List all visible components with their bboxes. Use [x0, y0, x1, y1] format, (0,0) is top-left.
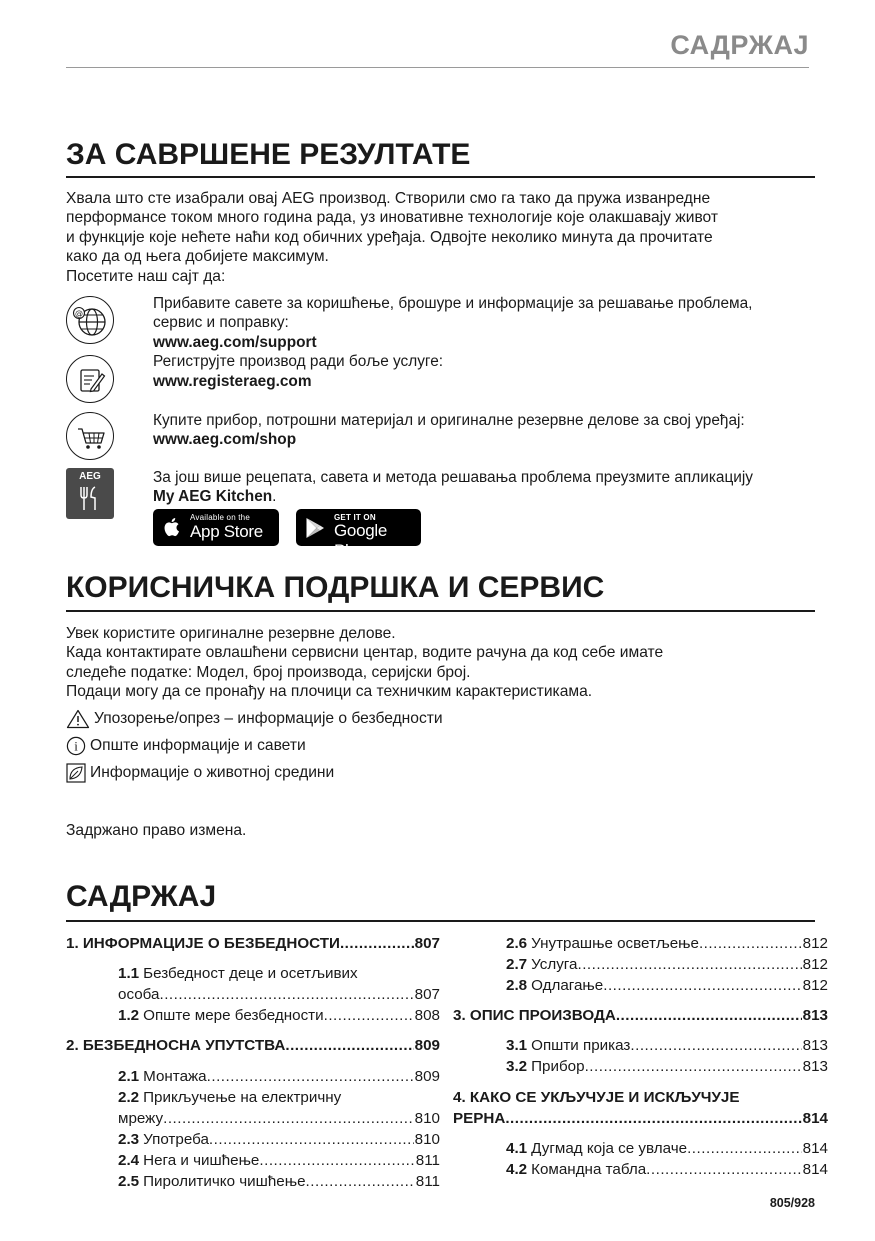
shop-link[interactable]: www.aeg.com/shop — [153, 431, 297, 449]
toc-title: 1. ИНФОРМАЦИЈЕ О БЕЗБЕДНОСТИ — [66, 935, 340, 952]
app-name-suffix: . — [272, 488, 277, 506]
globe-icon — [66, 296, 114, 344]
customer-support-rule — [66, 610, 815, 612]
toc-leader — [577, 955, 801, 975]
intro-paragraph — [66, 189, 816, 286]
support-text-line: Подаци могу да се пронађу на плочици са техничким карактеристикама. — [66, 683, 593, 701]
toc-leader — [585, 1057, 802, 1077]
toc-number: 2.8 — [506, 977, 528, 994]
app-line: За још више рецепата, савета и метода решавања проблема преузмите апликацију — [153, 469, 753, 486]
toc-title: РЕРНА — [453, 1110, 506, 1127]
toc-section-2-5[interactable] — [118, 1172, 440, 1192]
app-store-small-label: Available on the — [190, 513, 250, 522]
cutlery-icon — [78, 486, 102, 512]
toc-section-2-2-line2[interactable] — [118, 1109, 440, 1129]
intro-line: Хвала што сте изабрали овај AEG производ. Створили смо га тако да пружа изванредне — [66, 190, 711, 207]
apple-icon — [163, 516, 181, 538]
toc-chapter-4-line2[interactable] — [453, 1109, 828, 1129]
toc-title: Пиролитичко чишћење — [143, 1173, 306, 1190]
toc-number: 2.7 — [506, 956, 528, 973]
toc-leader — [630, 1036, 801, 1056]
toc-page: 811 — [415, 1152, 440, 1169]
register-icon — [66, 355, 114, 403]
toc-page: 810 — [414, 1110, 440, 1127]
toc-number: 3.2 — [506, 1058, 528, 1075]
toc-chapter-2[interactable] — [66, 1036, 440, 1056]
google-play-badge[interactable] — [296, 509, 421, 560]
page-number: 805/928 — [769, 1196, 815, 1210]
toc-page: 812 — [802, 956, 828, 973]
toc-leader — [324, 1006, 414, 1026]
toc-number: 2.3 — [118, 1131, 140, 1148]
toc-page: 810 — [414, 1131, 440, 1148]
cart-icon — [66, 412, 114, 460]
warning-icon — [66, 709, 90, 729]
toc-section-1-1-line2[interactable] — [118, 985, 440, 1005]
aeg-app-icon-label: AEG — [79, 471, 101, 482]
toc-title: Унутрашње осветљење — [531, 935, 699, 952]
shop-info — [153, 411, 823, 450]
toc-number: 2.5 — [118, 1173, 140, 1190]
toc-section-2-2-line1[interactable] — [118, 1088, 440, 1108]
toc-section-4-1[interactable] — [506, 1139, 828, 1159]
leaf-icon — [66, 763, 86, 783]
toc-number: 4.1 — [506, 1140, 528, 1157]
toc-page: 814 — [802, 1110, 828, 1127]
toc-leader — [259, 1151, 414, 1171]
toc-title: особа — [118, 986, 160, 1003]
toc-leader — [207, 1067, 414, 1087]
toc-section-2-6[interactable] — [506, 934, 828, 954]
toc-page: 813 — [802, 1058, 828, 1075]
toc-section-2-3[interactable] — [118, 1130, 440, 1150]
aeg-app-icon — [66, 468, 114, 519]
legend-warning — [66, 709, 443, 729]
toc-title: Командна табла — [531, 1161, 647, 1178]
toc-title: Монтажа — [143, 1068, 207, 1085]
toc-title: 4. КАКО СЕ УКЉУЧУЈЕ И ИСКЉУЧУЈЕ — [453, 1089, 740, 1106]
toc-number: 2.4 — [118, 1152, 140, 1169]
toc-page: 808 — [414, 1007, 440, 1024]
toc-section-2-1[interactable] — [118, 1067, 440, 1087]
toc-page: 814 — [802, 1140, 828, 1157]
toc-leader — [340, 934, 414, 954]
contents-heading: САДРЖАЈ — [66, 880, 217, 913]
toc-chapter-1[interactable] — [66, 934, 440, 954]
register-link[interactable]: www.registeraeg.com — [153, 372, 312, 390]
toc-section-2-4[interactable] — [118, 1151, 440, 1171]
running-header: САДРЖАЈ — [670, 30, 809, 60]
customer-support-heading: КОРИСНИЧКА ПОДРШКА И СЕРВИС — [66, 571, 605, 604]
toc-leader — [163, 1109, 414, 1129]
toc-page: 812 — [802, 935, 828, 952]
toc-number: 2.6 — [506, 935, 528, 952]
toc-title: 3. ОПИС ПРОИЗВОДА — [453, 1007, 616, 1024]
toc-page: 812 — [802, 977, 828, 994]
toc-number: 1.1 — [118, 965, 140, 982]
toc-number: 3.1 — [506, 1037, 528, 1054]
toc-number: 4.2 — [506, 1161, 528, 1178]
reserved-rights: Задржано право измена. — [66, 822, 247, 839]
toc-number: 2.2 — [118, 1089, 140, 1106]
toc-leader — [159, 985, 413, 1005]
intro-line: и функције које нећете наћи код обичних уређаја. Одвојте неколико минута да прочитате — [66, 228, 713, 246]
toc-page: 807 — [414, 935, 440, 952]
toc-title: Опште мере безбедности — [143, 1007, 324, 1024]
toc-section-1-1-line1[interactable] — [118, 964, 440, 984]
toc-title: Безбедност деце и осетљивих — [143, 965, 358, 982]
toc-leader — [603, 976, 801, 996]
toc-page: 813 — [802, 1007, 828, 1024]
toc-leader — [616, 1006, 802, 1026]
legend-environment-text: Информације о животној средини — [90, 764, 335, 782]
toc-section-3-1[interactable] — [506, 1036, 828, 1056]
toc-title: Прикључење на електричну — [143, 1089, 342, 1106]
google-play-big-label: Google Play — [334, 521, 388, 560]
toc-leader — [699, 934, 802, 954]
support-line: сервис и поправку: — [153, 314, 289, 332]
support-info — [153, 294, 823, 391]
contents-rule — [66, 920, 815, 922]
toc-section-3-2[interactable] — [506, 1057, 828, 1077]
support-line: Прибавите савете за коришћење, брошуре и информације за решавање проблема, — [153, 295, 753, 312]
toc-title: Прибор — [531, 1058, 585, 1075]
support-text-line: Када контактирате овлашћени сервисни центар, водите рачуна да код себе имате — [66, 644, 664, 662]
app-info — [153, 468, 823, 507]
toc-leader — [209, 1130, 414, 1150]
toc-page: 809 — [414, 1037, 440, 1054]
toc-page: 807 — [414, 986, 440, 1003]
perfect-results-heading: ЗА САВРШЕНЕ РЕЗУЛТАТЕ — [66, 138, 471, 171]
toc-number: 1.2 — [118, 1007, 140, 1024]
toc-leader — [285, 1036, 413, 1056]
perfect-results-rule — [66, 176, 815, 178]
toc-leader — [646, 1160, 801, 1180]
toc-section-4-2[interactable] — [506, 1160, 828, 1180]
legend-environment — [66, 763, 334, 783]
app-store-badge[interactable] — [153, 509, 279, 546]
toc-chapter-3[interactable] — [453, 1006, 828, 1026]
toc-page: 813 — [802, 1037, 828, 1054]
toc-leader — [687, 1139, 802, 1159]
support-text-line: следеће податке: Модел, број производа, серијски број. — [66, 663, 471, 681]
intro-line: Посетите наш сајт да: — [66, 267, 226, 285]
toc-title: мрежу — [118, 1110, 164, 1127]
google-play-icon — [305, 517, 325, 539]
toc-title: 2. БЕЗБЕДНОСНА УПУТСТВА — [66, 1037, 286, 1054]
google-play-small-label: GET IT ON — [334, 513, 376, 522]
toc-leader — [505, 1109, 801, 1129]
support-text-line: Увек користите оригиналне резервне делове. — [66, 625, 396, 642]
toc-chapter-4-line1[interactable] — [453, 1088, 828, 1108]
support-link[interactable]: www.aeg.com/support — [153, 333, 317, 351]
shop-line: Купите прибор, потрошни материјал и оригиналне резервне делове за свој уређај: — [153, 412, 745, 429]
intro-line: перформансе током много година рада, уз иновативне технологије које олакшавају живот — [66, 209, 719, 227]
toc-title: Услуга — [531, 956, 578, 973]
legend-warning-text: Упозорење/опрез – информације о безбедности — [94, 710, 443, 728]
toc-title: Одлагање — [531, 977, 604, 994]
svg-text:i: i — [74, 738, 78, 754]
intro-line: како да од њега добијете максимум. — [66, 248, 329, 266]
toc-section-2-8[interactable] — [506, 976, 828, 996]
toc-title: Општи приказ — [531, 1037, 631, 1054]
svg-text:@: @ — [75, 309, 83, 318]
info-icon — [66, 736, 86, 756]
toc-page: 809 — [414, 1068, 440, 1085]
toc-title: Нега и чишћење — [143, 1152, 260, 1169]
customer-support-paragraph — [66, 624, 816, 702]
toc-section-1-2[interactable] — [118, 1006, 440, 1026]
app-store-big-label: App Store — [190, 522, 263, 541]
app-name: My AEG Kitchen — [153, 488, 273, 506]
toc-number: 2.1 — [118, 1068, 140, 1085]
legend-info-text: Опште информације и савети — [90, 737, 306, 755]
toc-section-2-7[interactable] — [506, 955, 828, 975]
toc-leader — [306, 1172, 415, 1192]
toc-page: 814 — [802, 1161, 828, 1178]
register-line: Региструјте производ ради боље услуге: — [153, 353, 444, 371]
toc-title: Употреба — [143, 1131, 209, 1148]
toc-title: Дугмад која се увлаче — [531, 1140, 688, 1157]
header-rule — [66, 67, 809, 68]
legend-info — [66, 736, 306, 756]
toc-page: 811 — [415, 1173, 440, 1190]
